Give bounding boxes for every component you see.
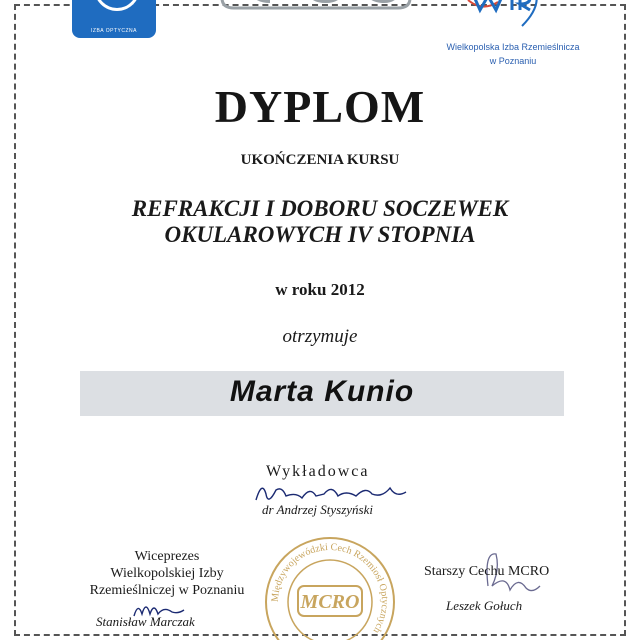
seal-text [270, 542, 390, 635]
right-signatory-title: Starszy Cechu MCRO [424, 564, 550, 579]
left-signatory-name: Stanisław Marczak [96, 614, 195, 629]
seal-text-path: Międzywojewódzki Cech Rzemiosł Optycznych [269, 541, 391, 636]
right-logo-org-city: w Poznaniu [489, 56, 537, 66]
course-year: w roku 2012 [275, 280, 365, 299]
left-signatory-title-line2: Wielkopolskiej Izby [110, 566, 224, 581]
wir-logo [462, 0, 542, 38]
diploma-title: DYPLOM [214, 81, 426, 132]
right-logo-org [430, 40, 596, 68]
right-signatory-name: Leszek Gołuch [446, 598, 523, 613]
seal-monogram: MCRO [300, 591, 360, 613]
left-signatory-title-line1: Wiceprezes [134, 549, 200, 564]
left-signatory-title [82, 548, 252, 599]
eye-arc-icon [94, 0, 140, 11]
right-logo-org-name: Wielkopolska Izba Rzemieślnicza [446, 42, 580, 52]
izba-optyczna-logo [72, 0, 156, 38]
course-name [0, 196, 640, 248]
course-name-line1: REFRAKCJI I DOBORU SOCZEWEK [131, 196, 509, 221]
lecturer-role: Wykładowca [266, 463, 370, 480]
diploma-subtitle: UKOŃCZENIA KURSU [240, 152, 400, 168]
receives-label: otrzymuje [282, 326, 358, 347]
recipient-name: Marta Kunio [229, 375, 415, 408]
mco-logo [218, 0, 414, 26]
left-signatory-title-line3: Rzemieślniczej w Poznaniu [89, 583, 245, 598]
course-name-line2: OKULAROWYCH IV STOPNIA [164, 222, 476, 247]
guild-seal [262, 534, 398, 640]
left-logo-text: IZBA OPTYCZNA [91, 28, 137, 34]
lecturer-name: dr Andrzej Styszyński [262, 502, 373, 517]
